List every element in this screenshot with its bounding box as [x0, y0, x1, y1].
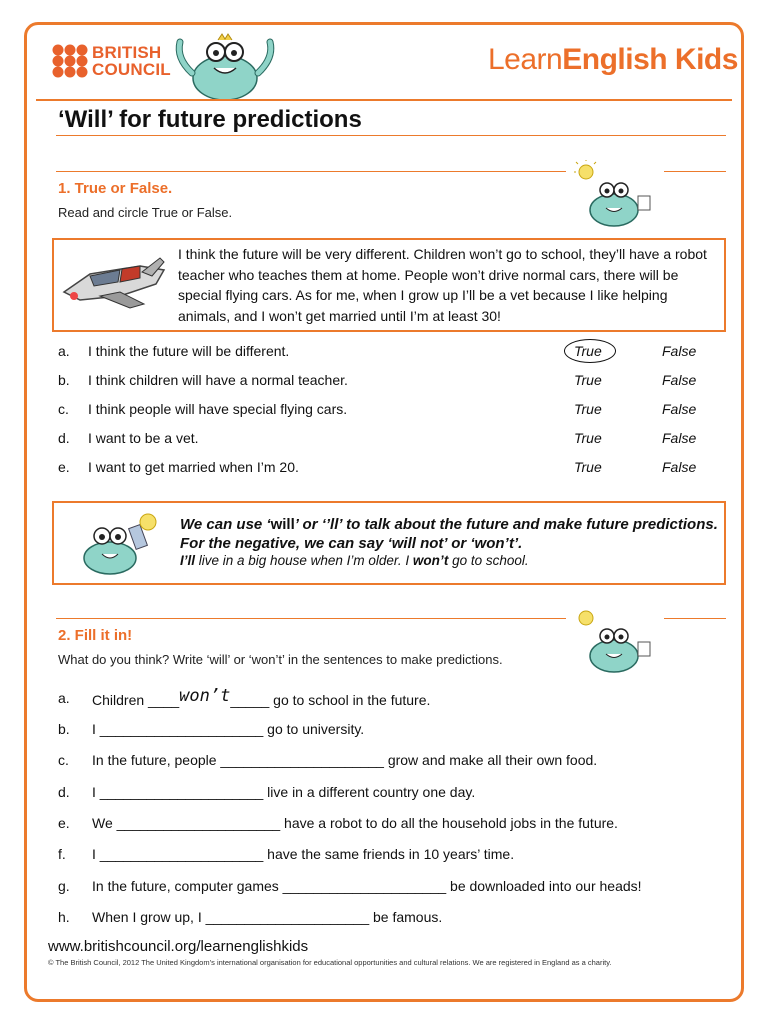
question-text: I think the future will be different.	[88, 343, 290, 359]
false-option[interactable]: False	[662, 459, 697, 475]
fill-sentence[interactable]: We _____________________ have a robot to do all the household jobs in the future.	[92, 815, 618, 831]
alien-idea-icon	[574, 160, 656, 230]
alien-mascot-icon	[170, 28, 280, 104]
false-option[interactable]: False	[662, 430, 697, 446]
fill-sentence[interactable]: In the future, computer games _____________________ be downloaded into our heads!	[92, 878, 642, 894]
fill-row	[58, 909, 718, 931]
true-option[interactable]: True	[574, 372, 602, 388]
false-option[interactable]: False	[662, 401, 697, 417]
flying-car-icon	[60, 252, 170, 316]
fill-row	[58, 846, 718, 868]
question-row	[58, 401, 718, 423]
fill-letter: f.	[58, 846, 66, 862]
fill-row	[58, 784, 718, 806]
page-title: ‘Will’ for future predictions	[58, 106, 362, 133]
fill-row	[58, 815, 718, 837]
question-row	[58, 459, 718, 481]
section1-title: 1. True or False.	[58, 180, 173, 197]
logo-english-kids: English Kids	[562, 43, 738, 76]
true-option[interactable]: True	[574, 401, 602, 417]
question-text: I want to get married when I’m 20.	[88, 459, 299, 475]
section1-instruction: Read and circle True or False.	[58, 205, 233, 220]
fill-row	[58, 721, 718, 743]
fill-row	[58, 752, 718, 774]
reading-passage: I think the future will be very different. Children won’t go to school, they’ll have a robot teacher who teaches them at home. People won’t drive normal cars, there will be special flying cars. As for me, when I grow up I’ll be a vet because I like helping animals, and I won’t get married until I’m at least 30!	[178, 246, 707, 324]
example-answer: won’t	[179, 686, 231, 706]
section2-rule-right	[664, 618, 726, 619]
question-row	[58, 430, 718, 452]
fill-letter: e.	[58, 815, 70, 831]
true-option[interactable]: True	[574, 343, 602, 359]
true-option[interactable]: True	[574, 430, 602, 446]
fill-sentence: Children ____won’t_____ go to school in the future.	[92, 686, 431, 708]
header-divider	[36, 99, 732, 101]
question-letter: a.	[58, 343, 70, 359]
learnenglish-kids-logo	[488, 43, 738, 77]
question-text: I think people will have special flying cars.	[88, 401, 348, 417]
footer-url[interactable]: www.britishcouncil.org/learnenglishkids	[48, 938, 309, 955]
question-letter: e.	[58, 459, 70, 475]
alien-torch-icon	[76, 508, 166, 578]
fill-sentence[interactable]: I _____________________ live in a different country one day.	[92, 784, 476, 800]
fill-letter: d.	[58, 784, 70, 800]
footer-copyright: © The British Council, 2012 The United Kingdom’s international organisation for educational opportunities and cultural relations. We are registered in England as a charity.	[48, 958, 612, 967]
question-letter: c.	[58, 401, 69, 417]
question-row	[58, 343, 718, 365]
fill-sentence[interactable]: I _____________________ have the same friends in 10 years’ time.	[92, 846, 515, 862]
fill-letter: h.	[58, 909, 70, 925]
false-option[interactable]: False	[662, 372, 697, 388]
question-text: I think children will have a normal teacher.	[88, 372, 348, 388]
question-letter: d.	[58, 430, 70, 446]
fill-letter: b.	[58, 721, 70, 737]
brand-name	[92, 44, 171, 78]
alien-idea-icon	[574, 606, 656, 676]
british-council-logo-icon	[52, 44, 88, 78]
brand-line-1: BRITISH	[92, 43, 162, 62]
title-divider	[56, 135, 726, 136]
fill-letter: c.	[58, 752, 69, 768]
question-row	[58, 372, 718, 394]
fill-sentence[interactable]: I _____________________ go to university.	[92, 721, 365, 737]
question-letter: b.	[58, 372, 70, 388]
section2-title: 2. Fill it in!	[58, 627, 133, 644]
section1-rule-left	[56, 171, 566, 172]
fill-sentence[interactable]: In the future, people _____________________ grow and make all their own food.	[92, 752, 598, 768]
grammar-rule-text: We can use ‘will’ or ‘’ll’ to talk about the future and make future predictions. For the negative, we can say ‘will not’ or ‘won’t’.	[180, 516, 718, 552]
section1-rule-right	[664, 171, 726, 172]
true-option[interactable]: True	[574, 459, 602, 475]
fill-row	[58, 686, 718, 712]
fill-sentence[interactable]: When I grow up, I _____________________ be famous.	[92, 909, 443, 925]
fill-letter: g.	[58, 878, 70, 894]
section2-instruction: What do you think? Write ‘will’ or ‘won’t’ in the sentences to make predictions.	[58, 652, 503, 667]
grammar-example: I’ll live in a big house when I’m older. I won’t go to school.	[180, 553, 529, 568]
fill-row	[58, 878, 718, 900]
fill-letter: a.	[58, 690, 70, 706]
section2-rule-left	[56, 618, 566, 619]
question-text: I want to be a vet.	[88, 430, 199, 446]
brand-line-2: COUNCIL	[92, 60, 171, 79]
logo-learn: Learn	[488, 43, 563, 76]
false-option[interactable]: False	[662, 343, 697, 359]
